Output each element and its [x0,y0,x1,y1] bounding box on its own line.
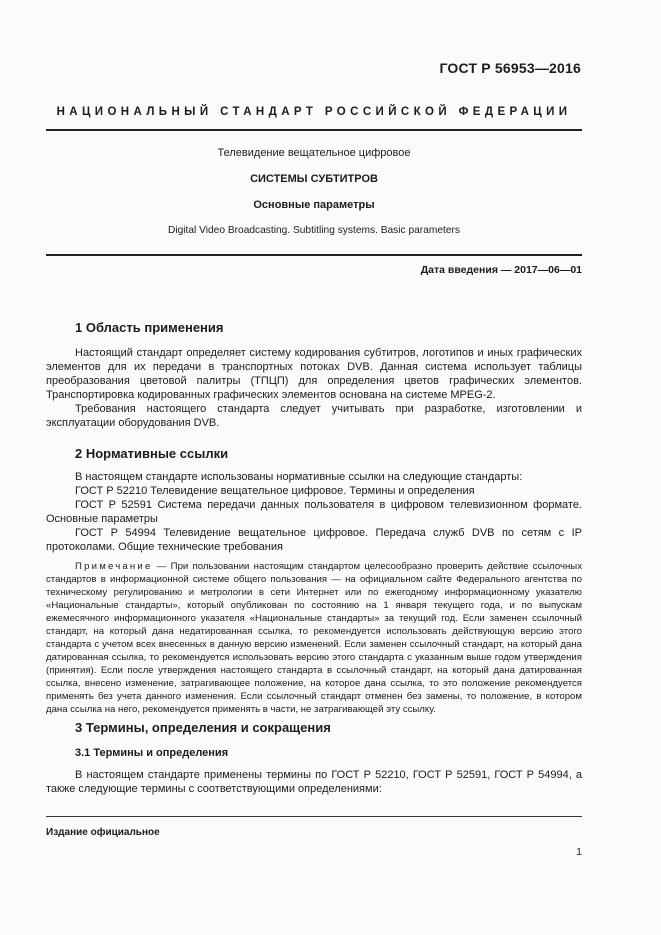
references-note [46,560,582,716]
note-text: — При пользовании настоящим стандартом целесообразно проверить действие ссылочных стандартов в информационной системе общего пользования — на официальном сайте Федерального агентства по техническому регулированию и метрологии в сети Интернет или по ежегодному информационному указателю «Национальные стандарты», который опубликован по состоянию на 1 января текущего года, и по выпускам ежемесячного информационного указателя «Национальные стандарты» за текущий год. Если заменен ссылочный стандарт, на который дана недатированная ссылка, то рекомендуется использовать действующую версию этого стандарта с учетом всех внесенных в данную версию изменений. Если заменен ссылочный стандарт, на который дана датированная ссылка, то рекомендуется использовать версию этого стандарта с указанным выше годом утверждения (принятия). Если после утверждения настоящего стандарта в ссылочный стандарт, на который дана датированная ссылка, внесено изменение, затрагивающее положение, на которое дана ссылка, то это положение рекомендуется применять без учета данного изменения. Если ссылочный стандарт отменен без замены, то положение, в котором дана ссылка на него, рекомендуется применять в части, не затрагивающей эту ссылку. [46,561,582,715]
reference-item: ГОСТ Р 54994 Телевидение вещательное цифровое. Передача служб DVB по сетям с IP протоколами. Общие технические требования [46,527,582,553]
standard-title: СИСТЕМЫ СУБТИТРОВ [250,173,378,185]
footer-rule [46,816,582,817]
standard-topic: Телевидение вещательное цифровое [217,147,411,159]
note-paragraph [46,560,582,716]
section-scope-body [46,346,582,402]
reference-item: ГОСТ Р 52210 Телевидение вещательное цифровое. Термины и определения [75,485,475,497]
paragraph: В настоящем стандарте применены термины по ГОСТ Р 52210, ГОСТ Р 52591, ГОСТ Р 54994, а также следующие термины с соответствующими определениями: [46,769,582,795]
edition-label: Издание официальное [46,827,160,838]
paragraph: Требования настоящего стандарта следует учитывать при разработке, изготовлении и эксплуатации оборудования DVB. [46,403,582,429]
standard-subtitle: Основные параметры [253,199,375,211]
header-rule-bottom [46,254,582,256]
subsection-terms [46,747,582,759]
section-scope [46,320,582,335]
intro-date: Дата введения — 2017—06—01 [420,264,582,276]
page-number: 1 [576,846,582,858]
section-heading: 1 Область применения [75,320,224,335]
section-scope-body-2 [46,402,582,430]
note-label: Примечание [75,561,153,572]
references-list [46,470,582,554]
reference-item: ГОСТ Р 52591 Система передачи данных пользователя в цифровом телевизионном формате. Основные параметры [46,499,582,525]
section-terms-body [46,768,582,796]
references-intro: В настоящем стандарте использованы нормативные ссылки на следующие стандарты: [75,471,523,483]
section-terms [46,720,582,735]
section-heading: 3 Термины, определения и сокращения [75,720,331,735]
subsection-heading: 3.1 Термины и определения [75,747,229,759]
section-references [46,446,582,461]
header-rule-top [46,129,582,131]
english-title: Digital Video Broadcasting. Subtitling systems. Basic parameters [168,225,460,236]
gost-number: ГОСТ Р 56953—2016 [439,60,581,76]
paragraph: Настоящий стандарт определяет систему кодирования субтитров, логотипов и иных графических элементов для их передачи в транспортных потоках DVB. Данная система использует таблицы преобразования цветовой палитры (ТПЦП) для определения цветов графических элементов. Транспортировка кодированных графических элементов основана на системе MPEG-2. [46,347,582,401]
section-heading: 2 Нормативные ссылки [75,446,229,461]
national-standard-title: НАЦИОНАЛЬНЫЙ СТАНДАРТ РОССИЙСКОЙ ФЕДЕРАЦИИ [56,106,572,118]
